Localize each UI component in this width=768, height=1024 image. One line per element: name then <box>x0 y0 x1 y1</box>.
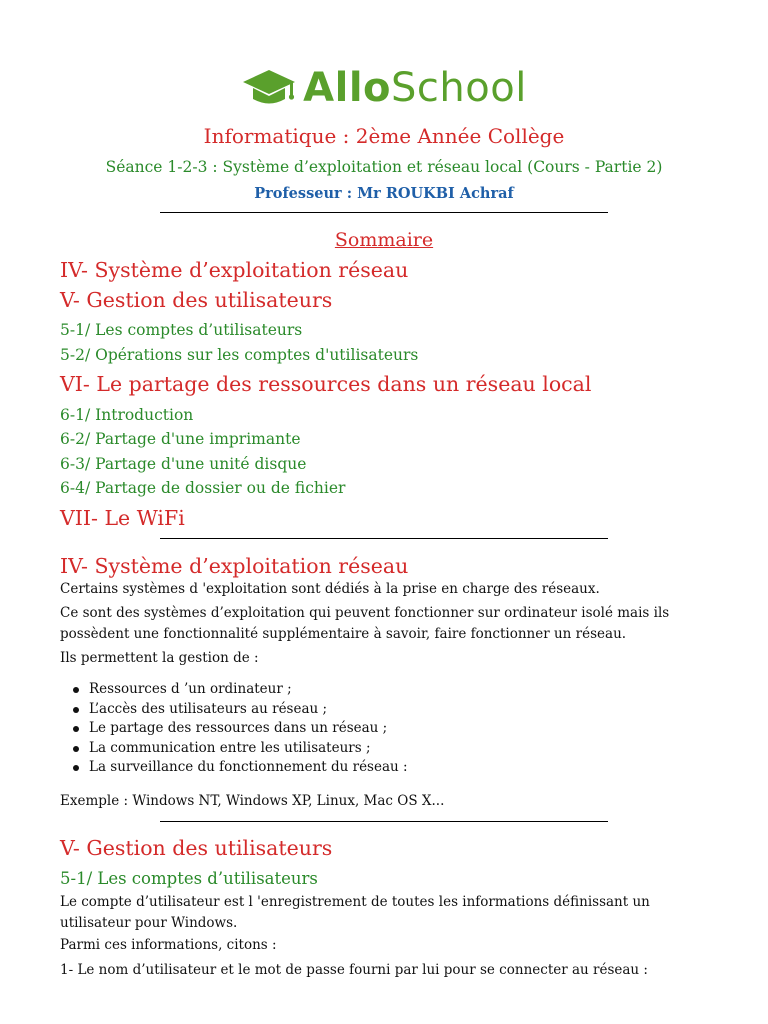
paragraph: Ils permettent la gestion de : <box>60 650 259 666</box>
list-item: L’accès des utilisateurs au réseau ; <box>60 700 408 720</box>
paragraph: Le compte d’utilisateur est l 'enregistrement de toutes les informations définissant un utilisateur pour Windows. <box>60 894 650 931</box>
session-subtitle: Séance 1-2-3 : Système d’exploitation et réseau local (Cours - Partie 2) <box>105 158 663 176</box>
document-title: Informatique : 2ème Année Collège <box>203 124 565 148</box>
bullet-list <box>60 680 408 778</box>
list-item: Ressources d ’un ordinateur ; <box>60 680 408 700</box>
toc-item[interactable]: 6-2/ Partage d'une imprimante <box>60 430 301 448</box>
list-item: Le partage des ressources dans un réseau ; <box>60 719 408 739</box>
paragraph: Parmi ces informations, citons : <box>60 937 277 953</box>
alloschool-logo <box>0 66 768 110</box>
example-text: Exemple : Windows NT, Windows XP, Linux, Mac OS X... <box>60 793 445 809</box>
professor-name: Professeur : Mr ROUKBI Achraf <box>254 185 514 202</box>
toc-item[interactable]: 6-4/ Partage de dossier ou de fichier <box>60 479 346 497</box>
divider <box>160 538 608 539</box>
paragraph: Certains systèmes d 'exploitation sont dédiés à la prise en charge des réseaux. <box>60 581 600 597</box>
toc-item[interactable]: VII- Le WiFi <box>60 506 185 530</box>
section-heading: IV- Système d’exploitation réseau <box>60 554 409 578</box>
list-item: La communication entre les utilisateurs ; <box>60 739 408 759</box>
toc-item[interactable]: V- Gestion des utilisateurs <box>60 288 333 312</box>
logo-text-regular: School <box>391 65 527 111</box>
paragraph: 1- Le nom d’utilisateur et le mot de passe fourni par lui pour se connecter au réseau : <box>60 962 648 978</box>
toc-item[interactable]: 5-1/ Les comptes d’utilisateurs <box>60 321 303 339</box>
toc-title: Sommaire <box>334 229 434 251</box>
toc-item[interactable]: 6-3/ Partage d'une unité disque <box>60 455 307 473</box>
toc-item[interactable]: VI- Le partage des ressources dans un réseau local <box>60 372 592 396</box>
graduation-cap-icon <box>241 66 297 110</box>
divider <box>160 821 608 822</box>
subsection-heading: 5-1/ Les comptes d’utilisateurs <box>60 869 318 888</box>
list-item: La surveillance du fonctionnement du réseau : <box>60 758 408 778</box>
logo-text-bold: Allo <box>303 65 392 111</box>
toc-item[interactable]: 5-2/ Opérations sur les comptes d'utilisateurs <box>60 346 419 364</box>
paragraph: Ce sont des systèmes d’exploitation qui peuvent fonctionner sur ordinateur isolé mais ils possèdent une fonctionnalité supplémentaire à savoir, faire fonctionner un réseau. <box>60 605 670 642</box>
toc-item[interactable]: 6-1/ Introduction <box>60 406 194 424</box>
toc-item[interactable]: IV- Système d’exploitation réseau <box>60 258 409 282</box>
section-heading: V- Gestion des utilisateurs <box>60 836 333 860</box>
divider <box>160 212 608 213</box>
